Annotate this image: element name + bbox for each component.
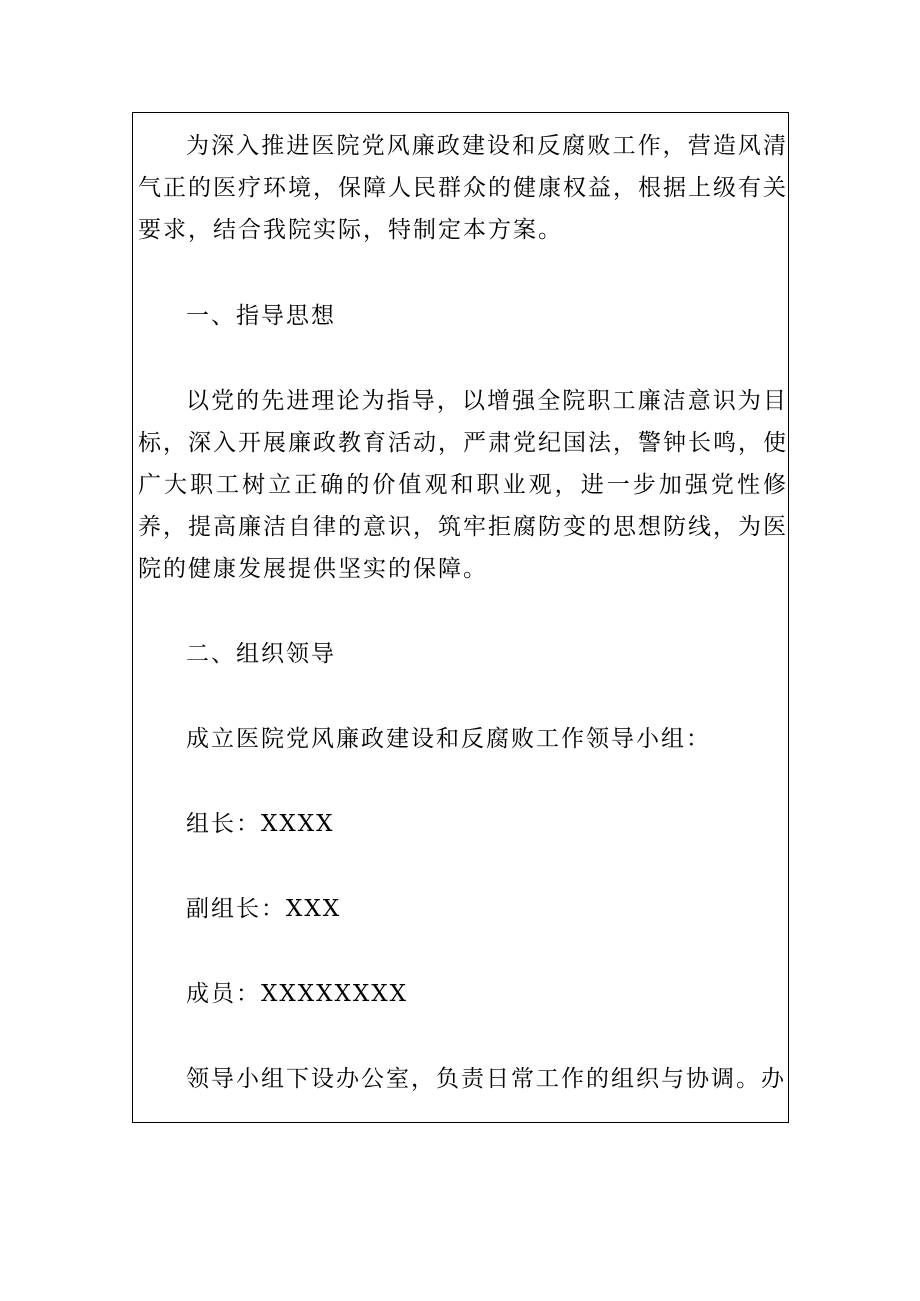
spacer <box>138 675 788 718</box>
deputy-leader-line: 副组长：XXX <box>186 896 342 922</box>
guiding-ideology-paragraph: 以党的先进理论为指导，以增强全院职工廉洁意识为目标，深入开展廉政教育活动，严肃党纪国法，警钟长鸣，使广大职工树立正确的价值观和职业观，进一步加强党性修养，提高廉洁自律的意识，筑牢拒腐防变的思想防线，为医院的健康发展提供坚实的保障。 <box>138 388 788 582</box>
section-heading-guiding-ideology: 一、指导思想 <box>186 303 336 329</box>
leading-group-intro: 成立医院党风廉政建设和反腐败工作领导小组： <box>186 726 711 752</box>
document-frame <box>132 112 789 1123</box>
intro-paragraph: 为深入推进医院党风廉政建设和反腐败工作，营造风清气正的医疗环境，保障人民群众的健康权益，根据上级有关要求，结合我院实际，特制定本方案。 <box>138 133 788 243</box>
spacer <box>138 845 788 888</box>
spacer <box>138 760 788 803</box>
spacer <box>138 251 788 295</box>
spacer <box>138 590 788 633</box>
spacer <box>138 1015 788 1058</box>
office-line: 领导小组下设办公室，负责日常工作的组织与协调。办 <box>186 1066 786 1092</box>
spacer <box>138 930 788 973</box>
spacer <box>138 337 788 380</box>
members-line: 成员：XXXXXXXX <box>186 981 408 1007</box>
document-content <box>138 125 788 1100</box>
group-leader-line: 组长：XXXX <box>186 811 335 837</box>
section-heading-organization: 二、组织领导 <box>186 641 336 667</box>
